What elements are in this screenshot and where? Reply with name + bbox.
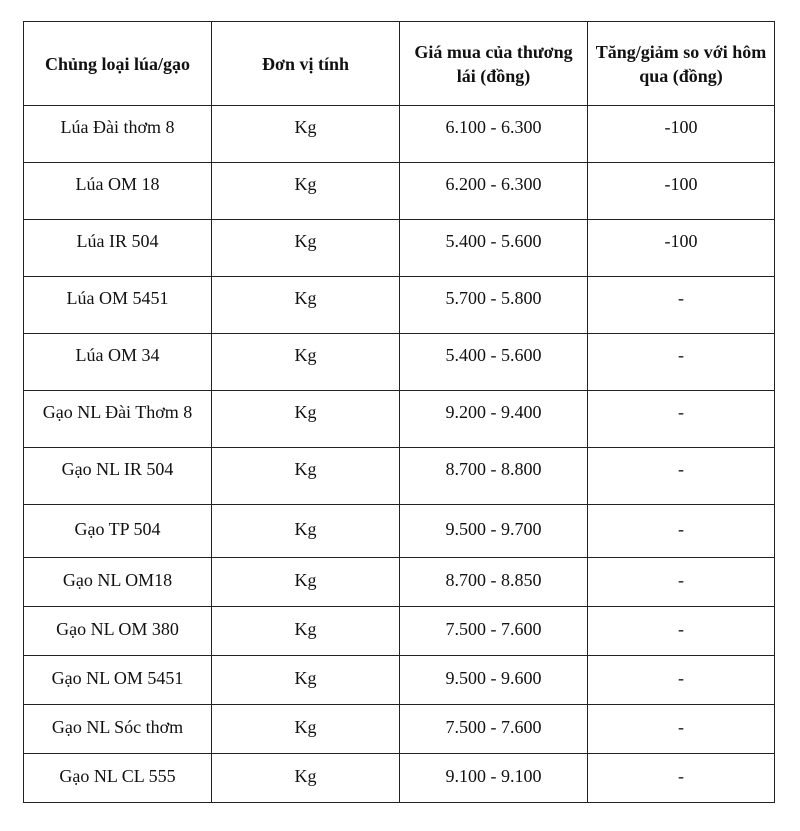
table-row (24, 705, 775, 754)
cell-rice-type: Gạo NL OM 5451 (24, 656, 212, 705)
cell-rice-type: Lúa OM 34 (24, 334, 212, 391)
cell-change: - (588, 754, 775, 803)
cell-change: -100 (588, 163, 775, 220)
cell-unit: Kg (212, 391, 400, 448)
table-row (24, 754, 775, 803)
table-row (24, 505, 775, 558)
cell-unit: Kg (212, 754, 400, 803)
cell-change: - (588, 334, 775, 391)
cell-change: -100 (588, 106, 775, 163)
cell-rice-type: Lúa OM 5451 (24, 277, 212, 334)
table-row (24, 106, 775, 163)
cell-price: 7.500 - 7.600 (400, 607, 588, 656)
cell-unit: Kg (212, 334, 400, 391)
cell-price: 7.500 - 7.600 (400, 705, 588, 754)
cell-unit: Kg (212, 106, 400, 163)
cell-rice-type: Gạo NL Sóc thơm (24, 705, 212, 754)
cell-rice-type: Gạo TP 504 (24, 505, 212, 558)
cell-price: 6.200 - 6.300 (400, 163, 588, 220)
cell-rice-type: Gạo NL OM 380 (24, 607, 212, 656)
cell-rice-type: Gạo NL CL 555 (24, 754, 212, 803)
table-row (24, 391, 775, 448)
rice-price-table (23, 21, 775, 803)
table-header-row (24, 22, 775, 106)
cell-price: 9.500 - 9.600 (400, 656, 588, 705)
cell-price: 9.200 - 9.400 (400, 391, 588, 448)
table-row (24, 334, 775, 391)
cell-change: - (588, 705, 775, 754)
cell-unit: Kg (212, 448, 400, 505)
cell-rice-type: Lúa OM 18 (24, 163, 212, 220)
cell-unit: Kg (212, 277, 400, 334)
table-row (24, 656, 775, 705)
cell-unit: Kg (212, 656, 400, 705)
cell-unit: Kg (212, 505, 400, 558)
cell-change: - (588, 656, 775, 705)
header-buy-price: Giá mua của thương lái (đồng) (400, 22, 588, 106)
table-row (24, 277, 775, 334)
table-row (24, 448, 775, 505)
cell-unit: Kg (212, 607, 400, 656)
cell-change: - (588, 505, 775, 558)
table-row (24, 220, 775, 277)
cell-price: 9.500 - 9.700 (400, 505, 588, 558)
header-unit: Đơn vị tính (212, 22, 400, 106)
table-row (24, 558, 775, 607)
cell-unit: Kg (212, 163, 400, 220)
cell-unit: Kg (212, 220, 400, 277)
table-row (24, 163, 775, 220)
cell-unit: Kg (212, 705, 400, 754)
cell-price: 8.700 - 8.800 (400, 448, 588, 505)
cell-rice-type: Lúa IR 504 (24, 220, 212, 277)
header-rice-type: Chủng loại lúa/gạo (24, 22, 212, 106)
cell-price: 9.100 - 9.100 (400, 754, 588, 803)
cell-change: -100 (588, 220, 775, 277)
cell-unit: Kg (212, 558, 400, 607)
cell-price: 5.700 - 5.800 (400, 277, 588, 334)
cell-rice-type: Gạo NL Đài Thơm 8 (24, 391, 212, 448)
cell-price: 6.100 - 6.300 (400, 106, 588, 163)
cell-rice-type: Gạo NL IR 504 (24, 448, 212, 505)
table-row (24, 607, 775, 656)
cell-rice-type: Gạo NL OM18 (24, 558, 212, 607)
cell-change: - (588, 391, 775, 448)
cell-change: - (588, 277, 775, 334)
cell-change: - (588, 607, 775, 656)
cell-price: 5.400 - 5.600 (400, 220, 588, 277)
cell-rice-type: Lúa Đài thơm 8 (24, 106, 212, 163)
cell-change: - (588, 558, 775, 607)
cell-price: 5.400 - 5.600 (400, 334, 588, 391)
header-change: Tăng/giảm so với hôm qua (đồng) (588, 22, 775, 106)
cell-change: - (588, 448, 775, 505)
cell-price: 8.700 - 8.850 (400, 558, 588, 607)
